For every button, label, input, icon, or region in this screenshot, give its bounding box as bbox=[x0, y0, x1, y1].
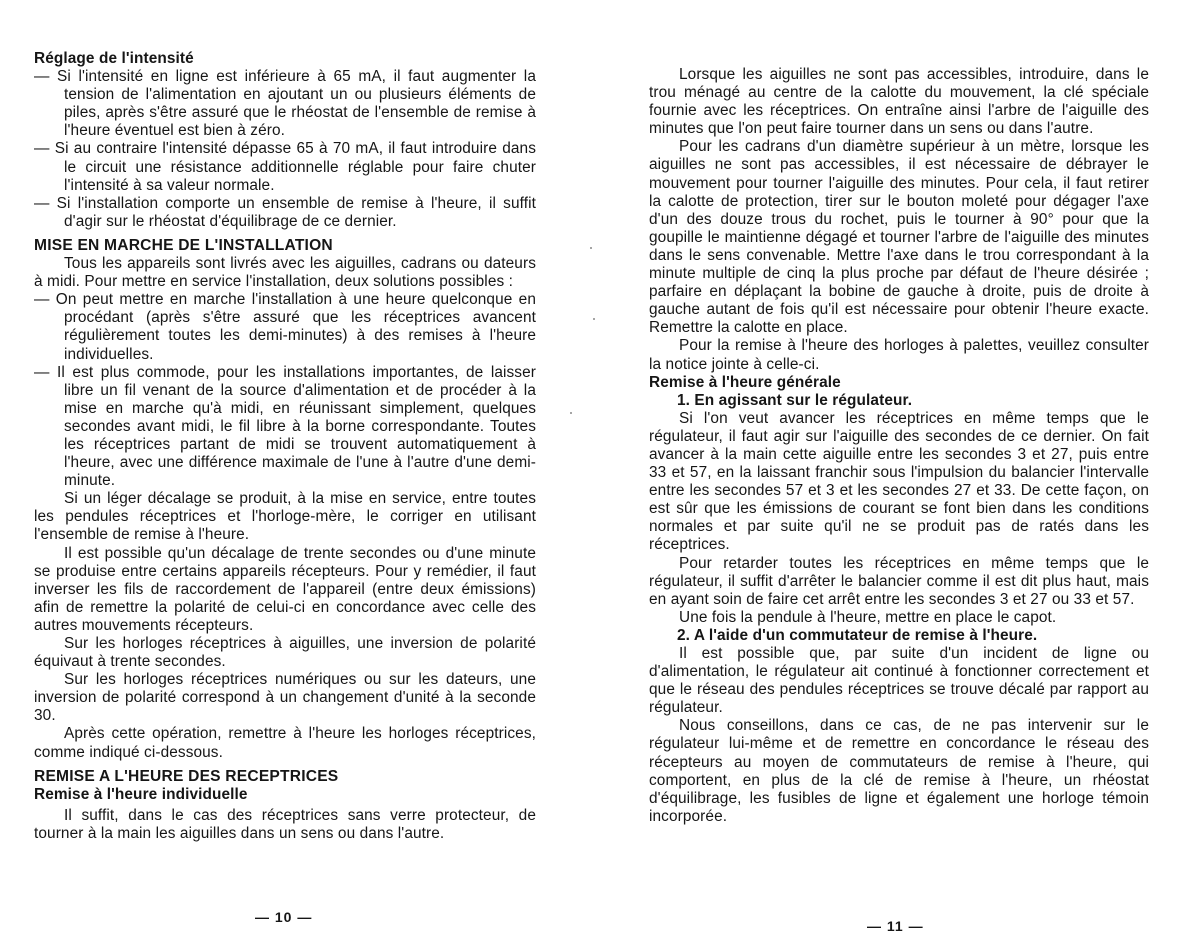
heading-remise-individuelle: Remise à l'heure individuelle bbox=[34, 785, 248, 803]
left-page bbox=[34, 50, 536, 843]
dash-item-intensity-high: — Si au contraire l'intensité dépasse 65 à 70 mA, il faut introduire dans le circuit une résistance additionnelle réglable pour faire chuter l'intensité à sa valeur normale. bbox=[34, 140, 536, 194]
para-horloges-numeriques: Sur les horloges réceptrices numériques ou sur les dateurs, une inversion de polarité correspond à un changement d'unité à la seconde 30. bbox=[34, 671, 536, 725]
para-apres-operation: Après cette opération, remettre à l'heure les horloges réceptrices, comme indiqué ci-dessous. bbox=[34, 725, 536, 761]
para-trente-secondes: Il est possible qu'un décalage de trente secondes ou d'une minute se produise entre certains appareils récepteurs. Pour y remédier, il faut inverser les fils de raccordement de l'appareil (entre deux émissions) afin de remettre la polarité de celui-ci en concordance avec celle des autres mouvements récepteurs. bbox=[34, 544, 536, 634]
para-leger-decalage: Si un léger décalage se produit, à la mise en service, entre toutes les pendules réceptrices et l'horloge-mère, le corriger en utilisant l'ensemble de remise à l'heure. bbox=[34, 490, 536, 544]
para-avancer-receptrices: Si l'on veut avancer les réceptrices en même temps que le régulateur, il faut agir sur l'aiguille des secondes de ce dernier. On fait avancer à la main cette aiguille entre les secondes 3 et 27, puis entre 33 et 57, en la laissant franchir sous l'impulsion du balancier l'intervalle entre les secondes 57 et 3 et les secondes 27 et 33. De cette façon, on est sûr que les émissions de courant se font bien dans les conditions normales et par suite qu'il ne se produit pas de ratés dans les réceptrices. bbox=[649, 409, 1149, 554]
scan-speck bbox=[593, 318, 595, 320]
para-aiguilles-non-accessibles: Lorsque les aiguilles ne sont pas accessibles, introduire, dans le trou ménagé au centre de la calotte du mouvement, la clé spéciale fournie avec les réceptrices. On entraîne ainsi l'arbre de l'aiguille des minutes que l'on peut faire tourner dans un sens ou dans l'autre. bbox=[649, 66, 1149, 138]
heading-remise-generale: Remise à l'heure générale bbox=[649, 373, 841, 391]
dash-item-plus-commode: — Il est plus commode, pour les installations importantes, de laisser libre un fil venant de la source d'alimentation et de procéder à la mise en marche qu'à midi, en réunissant simplement, quelques secondes avant midi, le fil libre à la borne correspondante. Toutes les réceptrices partant de midi se trouvent automatiquement à l'heure, avec une différence maximale de l'une à l'autre d'une demi-minute. bbox=[34, 363, 536, 490]
dash-item-heure-quelconque: — On peut mettre en marche l'installation à une heure quelconque en procédant (après s'être assuré que les réceptrices avancent régulièrement toutes les demi-minutes) à des remises à l'heure individuelles. bbox=[34, 291, 536, 363]
scan-speck bbox=[570, 412, 572, 414]
para-capot: Une fois la pendule à l'heure, mettre en place le capot. bbox=[679, 608, 1057, 626]
para-tous-appareils: Tous les appareils sont livrés avec les aiguilles, cadrans ou dateurs à midi. Pour mettre en service l'installation, deux solutions possibles : bbox=[34, 255, 536, 291]
para-il-suffit: Il suffit, dans le cas des réceptrices sans verre protecteur, de tourner à la main les aiguilles dans un sens ou dans l'autre. bbox=[34, 806, 536, 842]
page-number-right: — 11 — bbox=[867, 918, 924, 934]
para-horloges-palettes: Pour la remise à l'heure des horloges à palettes, veuillez consulter la notice jointe à celle-ci. bbox=[649, 337, 1149, 373]
para-horloges-aiguilles: Sur les horloges réceptrices à aiguilles, une inversion de polarité équivaut à trente secondes. bbox=[34, 635, 536, 671]
heading-intensity: Réglage de l'intensité bbox=[34, 50, 194, 67]
subheading-regulateur: 1. En agissant sur le régulateur. bbox=[677, 391, 913, 409]
dash-item-remise-ensemble: — Si l'installation comporte un ensemble de remise à l'heure, il suffit d'agir sur le rhéostat d'équilibrage de ce dernier. bbox=[34, 194, 536, 230]
para-incident-ligne: Il est possible que, par suite d'un incident de ligne ou d'alimentation, le régulateur ait continué à fonctionner correctement et que le réseau des pendules réceptrices se trouve décalé par rapport au régulateur. bbox=[649, 645, 1149, 717]
right-page bbox=[649, 66, 1149, 826]
dash-item-intensity-low: — Si l'intensité en ligne est inférieure à 65 mA, il faut augmenter la tension de l'alimentation en ajoutant un ou plusieurs éléments de piles, après s'être assuré que le rhéostat de l'ensemble de remise à l'heure éventuel est bien à zéro. bbox=[34, 68, 536, 140]
para-grands-cadrans: Pour les cadrans d'un diamètre supérieur à un mètre, lorsque les aiguilles ne sont pas accessibles, il est nécessaire de débrayer le mouvement pour tourner l'aiguille des minutes. Pour cela, il faut retirer la calotte de protection, tirer sur le bouton moleté pour dégager l'axe d'un des douze trous du rochet, puis le tourner à 90° pour que la goupille le maintienne dégagé et tourner l'arbre de l'aiguille des minutes dans le sens convenable. Mettre l'axe dans le trou correspondant à la minute multiple de cinq la plus proche par défaut de l'heure désirée ; parfaire en déplaçant la bobine de gauche à droite, puis de droite à gauche autant de fois qu'il est nécessaire pour obtenir l'heure exacte. Remettre la calotte en place. bbox=[649, 138, 1149, 337]
heading-mise-en-marche: MISE EN MARCHE DE L'INSTALLATION bbox=[34, 236, 333, 254]
para-retarder-receptrices: Pour retarder toutes les réceptrices en même temps que le régulateur, il suffit d'arrêter le balancier comme il est dit plus haut, mais en ayant soin de faire cet arrêt entre les secondes 3 et 27 ou 33 et 57. bbox=[649, 554, 1149, 608]
para-nous-conseillons: Nous conseillons, dans ce cas, de ne pas intervenir sur le régulateur lui-même et de remettre en concordance le réseau des récepteurs au moyen de commutateurs de remise à l'heure, qui comportent, en plus de la clé de remise à l'heure, un rhéostat d'équilibrage, les fusibles de ligne et également une horloge témoin incorporée. bbox=[649, 717, 1149, 825]
subheading-commutateur: 2. A l'aide d'un commutateur de remise à l'heure. bbox=[677, 626, 1038, 644]
heading-remise-receptrices: REMISE A L'HEURE DES RECEPTRICES bbox=[34, 767, 339, 785]
scan-speck bbox=[590, 247, 592, 249]
page-number-left: — 10 — bbox=[255, 909, 313, 925]
